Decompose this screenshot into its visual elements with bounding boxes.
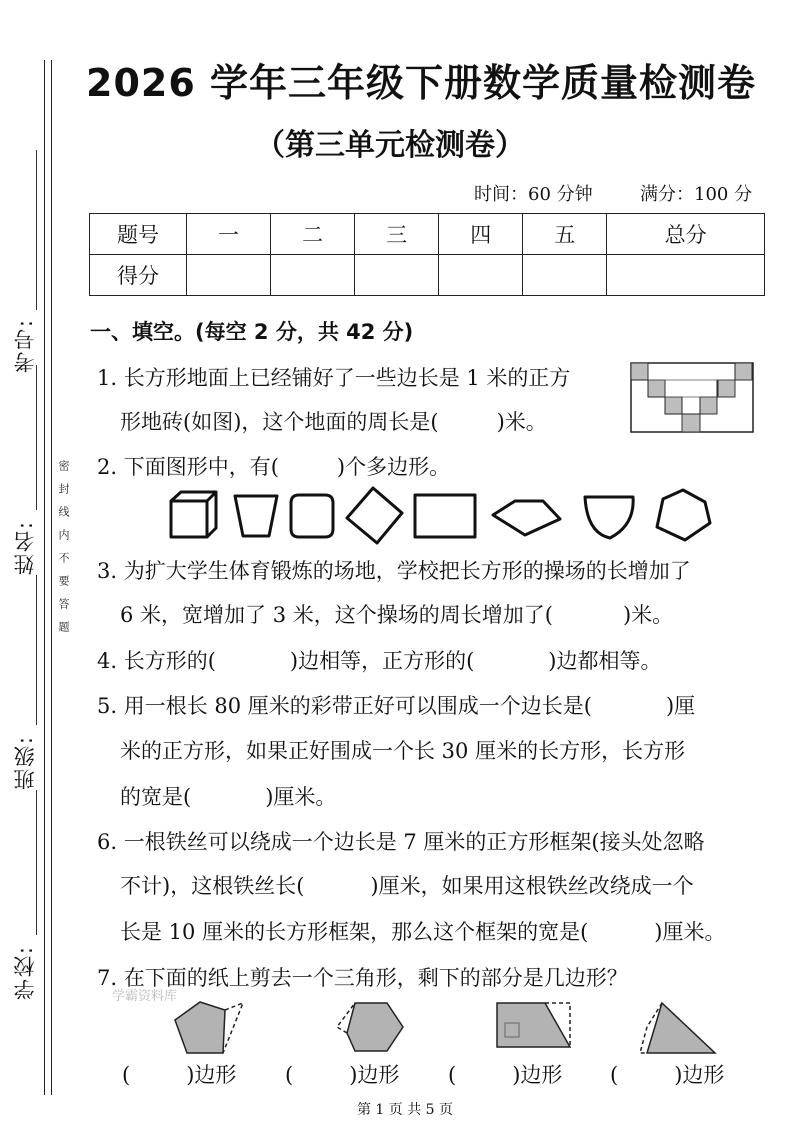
cube-shape	[171, 492, 216, 537]
score-input-cell[interactable]	[355, 255, 439, 296]
q2-shapes-row	[165, 485, 720, 545]
exam-title: 2026 学年三年级下册数学质量检测卷	[86, 61, 756, 105]
q5-line3	[120, 782, 336, 812]
score-table-cell: 一	[187, 214, 271, 255]
seal-line-text: 密封线内不要答题	[57, 460, 70, 644]
q6-line3	[120, 917, 725, 947]
q5-text-a: 5. 用一根长 80 厘米的彩带正好可以围成一个边长是(	[97, 694, 592, 718]
margin-label-class: 班级:	[13, 735, 37, 791]
score-input-cell[interactable]	[523, 255, 607, 296]
q7-close-text: )边形	[186, 1063, 237, 1087]
score-table-cell: 三	[355, 214, 439, 255]
q7-answer-1	[122, 1060, 236, 1090]
q3-line1: 3. 为扩大学生体育锻炼的场地，学校把长方形的操场的长增加了	[97, 559, 691, 583]
q7-close-text: )边形	[512, 1063, 563, 1087]
school-blank[interactable]	[36, 790, 38, 935]
section-one-heading: 一、填空。(每空 2 分，共 42 分)	[90, 320, 414, 344]
binding-margin-line	[44, 60, 52, 1095]
q7-open-paren: (	[285, 1063, 294, 1087]
q5-text-c: 的宽是(	[120, 785, 192, 809]
page-footer: 第 1 页 共 5 页	[356, 1102, 454, 1118]
score-table-header-row	[90, 214, 765, 255]
q1-line2	[120, 407, 547, 437]
q7-answer-4	[610, 1060, 724, 1090]
q5-text-b: )厘	[665, 694, 696, 718]
q7-close-text: )边形	[349, 1063, 400, 1087]
score-table-cell: 总分	[607, 214, 765, 255]
q4-line	[97, 646, 662, 676]
q7-open-paren: (	[448, 1063, 457, 1087]
rectangle-shape	[415, 495, 475, 537]
margin-label-exam-number: 考号:	[13, 318, 37, 374]
hexagon-shape	[657, 490, 710, 540]
q3-line2	[120, 600, 673, 630]
rhombus-shape	[347, 488, 402, 543]
q1-line1: 1. 长方形地面上已经铺好了一些边长是 1 米的正方	[97, 366, 571, 390]
margin-label-school: 学校:	[13, 945, 37, 1001]
q6-line1: 6. 一根铁丝可以绕成一个边长是 7 厘米的正方形框架(接头处忽略	[97, 830, 705, 854]
q5-text-d: )厘米。	[265, 785, 337, 809]
full-score: 满分：100 分	[640, 184, 753, 205]
q2-text-b: )个多边形。	[336, 455, 451, 479]
q6-line2	[120, 871, 694, 901]
q5-line1	[97, 691, 695, 721]
q7-answer-2	[285, 1060, 399, 1090]
class-blank[interactable]	[36, 575, 38, 725]
q2-line	[97, 452, 450, 482]
score-table-score-row	[90, 255, 765, 296]
score-input-cell[interactable]	[439, 255, 523, 296]
q7-line: 7. 在下面的纸上剪去一个三角形，剩下的部分是几边形？	[97, 966, 628, 990]
score-input-cell[interactable]	[187, 255, 271, 296]
rounded-square-shape	[291, 495, 333, 537]
q7-open-paren: (	[122, 1063, 131, 1087]
q3-text-b: )米。	[622, 603, 674, 627]
q1-text-b: )米。	[496, 410, 547, 434]
pentagon-shape	[493, 501, 560, 535]
q4-text-b: )边相等，正方形的(	[289, 649, 475, 673]
q4-text-c: )边都相等。	[548, 649, 662, 673]
q7-cut-paper-figures	[165, 995, 745, 1060]
trapezoid-shape	[235, 496, 277, 536]
score-input-cell[interactable]	[271, 255, 355, 296]
q4-text-a: 4. 长方形的(	[97, 649, 216, 673]
q7-answer-3	[448, 1060, 562, 1090]
q6-text-b: )厘米，如果用这根铁丝改绕成一个	[370, 874, 694, 898]
q6-text-c: 长是 10 厘米的长方形框架，那么这个框架的宽是(	[120, 920, 589, 944]
name-blank[interactable]	[36, 365, 38, 510]
watermark: 学霸资料库	[112, 989, 178, 1004]
q6-text-a: 不计)，这根铁丝长(	[120, 874, 305, 898]
margin-label-name: 姓名:	[13, 520, 37, 576]
score-table-cell: 四	[439, 214, 523, 255]
q1-floor-tiles-figure	[630, 362, 755, 434]
exam-subtitle: （第三单元检测卷）	[255, 128, 525, 163]
q1-text-a: 形地砖(如图)，这个地面的周长是(	[120, 410, 439, 434]
score-table	[89, 213, 765, 296]
q2-text-a: 2. 下面图形中，有(	[97, 455, 279, 479]
score-row-label: 得分	[90, 255, 187, 296]
score-table-cell: 题号	[90, 214, 187, 255]
exam-number-blank[interactable]	[36, 150, 38, 310]
q3-text-a: 6 米，宽增加了 3 米，这个操场的周长增加了(	[120, 603, 553, 627]
q6-text-d: )厘米。	[654, 920, 726, 944]
score-table-cell: 五	[523, 214, 607, 255]
time-limit: 时间：60 分钟	[474, 184, 593, 205]
score-input-cell[interactable]	[607, 255, 765, 296]
q7-open-paren: (	[610, 1063, 619, 1087]
curved-shape	[585, 497, 633, 538]
q7-close-text: )边形	[674, 1063, 725, 1087]
q5-line2: 米的正方形，如果正好围成一个长 30 厘米的长方形，长方形	[120, 739, 686, 763]
score-table-cell: 二	[271, 214, 355, 255]
